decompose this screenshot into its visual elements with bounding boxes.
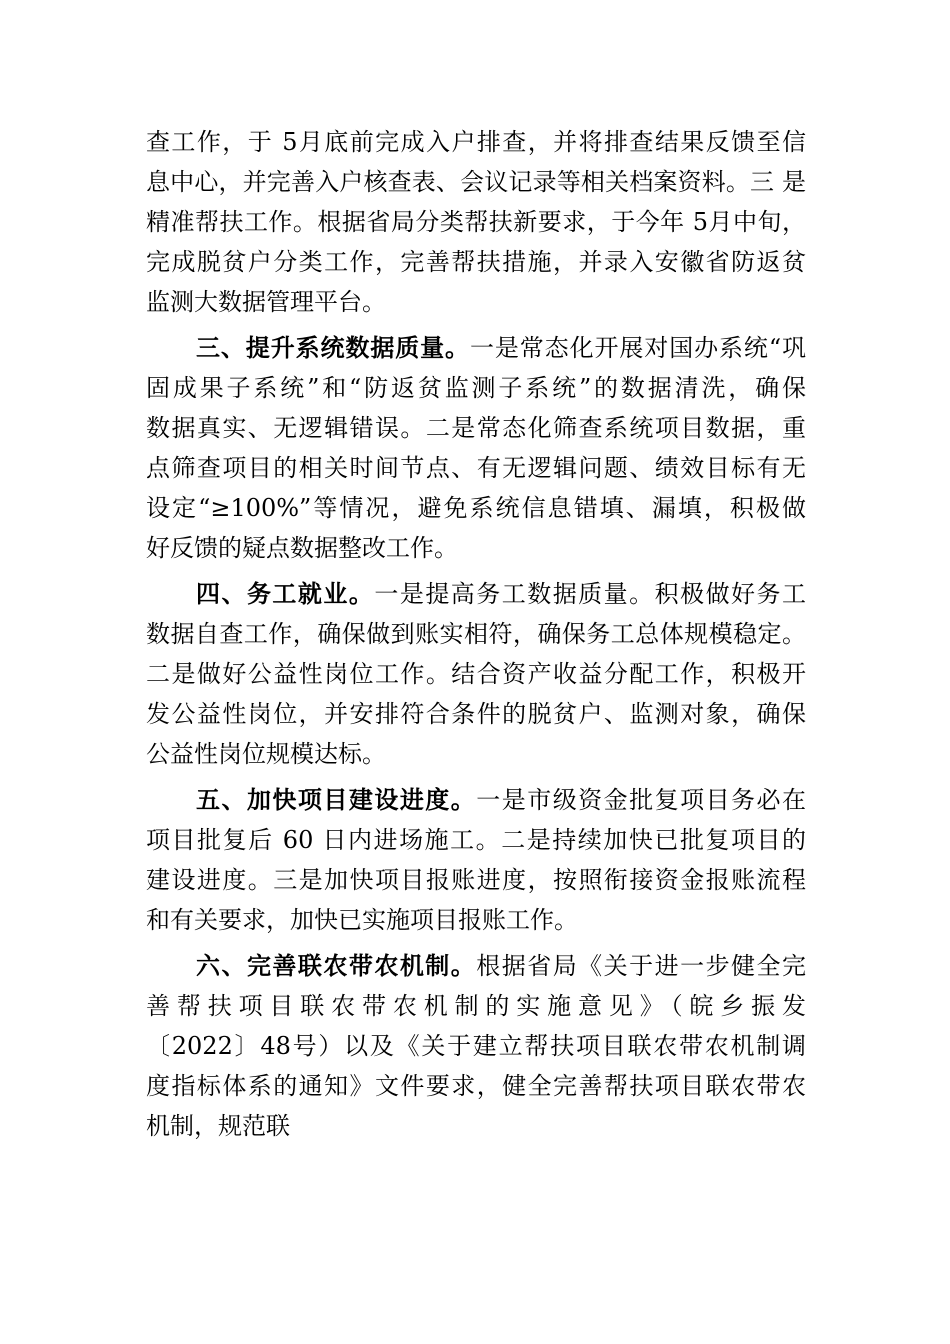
text-run: 根据省局《关于进一步健全完 (476, 952, 806, 980)
text-line: 公益性岗位规模达标。 (146, 740, 386, 768)
paragraph-continuation (146, 122, 806, 322)
text-line: 监测大数据管理平台。 (146, 288, 386, 316)
text-run: 一是提高务工数据质量。积极做好务工 (374, 580, 806, 608)
text-line (146, 946, 806, 986)
text-line: 好反馈的疑点数据整改工作。 (146, 534, 458, 562)
text-line: 发公益性岗位，并安排符合条件的脱贫户、监测对象，确保 (146, 700, 806, 728)
section-heading: 五、加快项目建设进度。 (196, 786, 477, 814)
text-line (146, 780, 806, 820)
text-line: 善帮扶项目联农带农机制的实施意见》（皖乡振发 (146, 992, 806, 1020)
text-line: 精准帮扶工作。根据省局分类帮扶新要求，于今年 5月中旬， (146, 208, 806, 236)
section-heading: 四、务工就业。 (196, 580, 375, 608)
text-line (146, 328, 806, 368)
paragraph-project-progress (146, 780, 806, 940)
document-body (146, 122, 806, 1146)
text-line (146, 574, 806, 614)
text-run: 一是常态化开展对国办系统“巩 (469, 334, 806, 362)
text-run: 一是市级资金批复项目务必在 (476, 786, 806, 814)
text-line: 点筛查项目的相关时间节点、有无逻辑问题、绩效目标有无 (146, 454, 806, 482)
paragraph-farmer-linkage (146, 946, 806, 1146)
paragraph-employment (146, 574, 806, 774)
text-line: 〔2022〕48号）以及《关于建立帮扶项目联农带农机制调 (146, 1032, 806, 1060)
section-heading: 六、完善联农带农机制。 (196, 952, 477, 980)
text-line: 数据自查工作，确保做到账实相符，确保务工总体规模稳定。 (146, 620, 806, 648)
text-line: 和有关要求，加快已实施项目报账工作。 (146, 906, 578, 934)
text-line: 度指标体系的通知》文件要求，健全完善帮扶项目联农带农 (146, 1072, 806, 1100)
text-line: 设定“≥100%”等情况，避免系统信息错填、漏填，积极做 (146, 494, 806, 522)
text-line: 息中心，并完善入户核查表、会议记录等相关档案资料。三 是 (146, 168, 806, 196)
text-line: 机制，规范联 (146, 1112, 290, 1140)
text-line: 二是做好公益性岗位工作。结合资产收益分配工作，积极开 (146, 660, 806, 688)
text-line: 固成果子系统”和“防返贫监测子系统”的数据清洗，确保 (146, 374, 806, 402)
text-line: 查工作，于 5月底前完成入户排查，并将排查结果反馈至信 (146, 128, 806, 156)
text-line: 数据真实、无逻辑错误。二是常态化筛查系统项目数据，重 (146, 414, 806, 442)
text-line: 项目批复后 60 日内进场施工。二是持续加快已批复项目的 (146, 826, 806, 854)
text-line: 建设进度。三是加快项目报账进度，按照衔接资金报账流程 (146, 866, 806, 894)
text-line: 完成脱贫户分类工作，完善帮扶措施，并录入安徽省防返贫 (146, 248, 806, 276)
section-heading: 三、提升系统数据质量。 (196, 334, 470, 362)
paragraph-improve-data-quality (146, 328, 806, 568)
